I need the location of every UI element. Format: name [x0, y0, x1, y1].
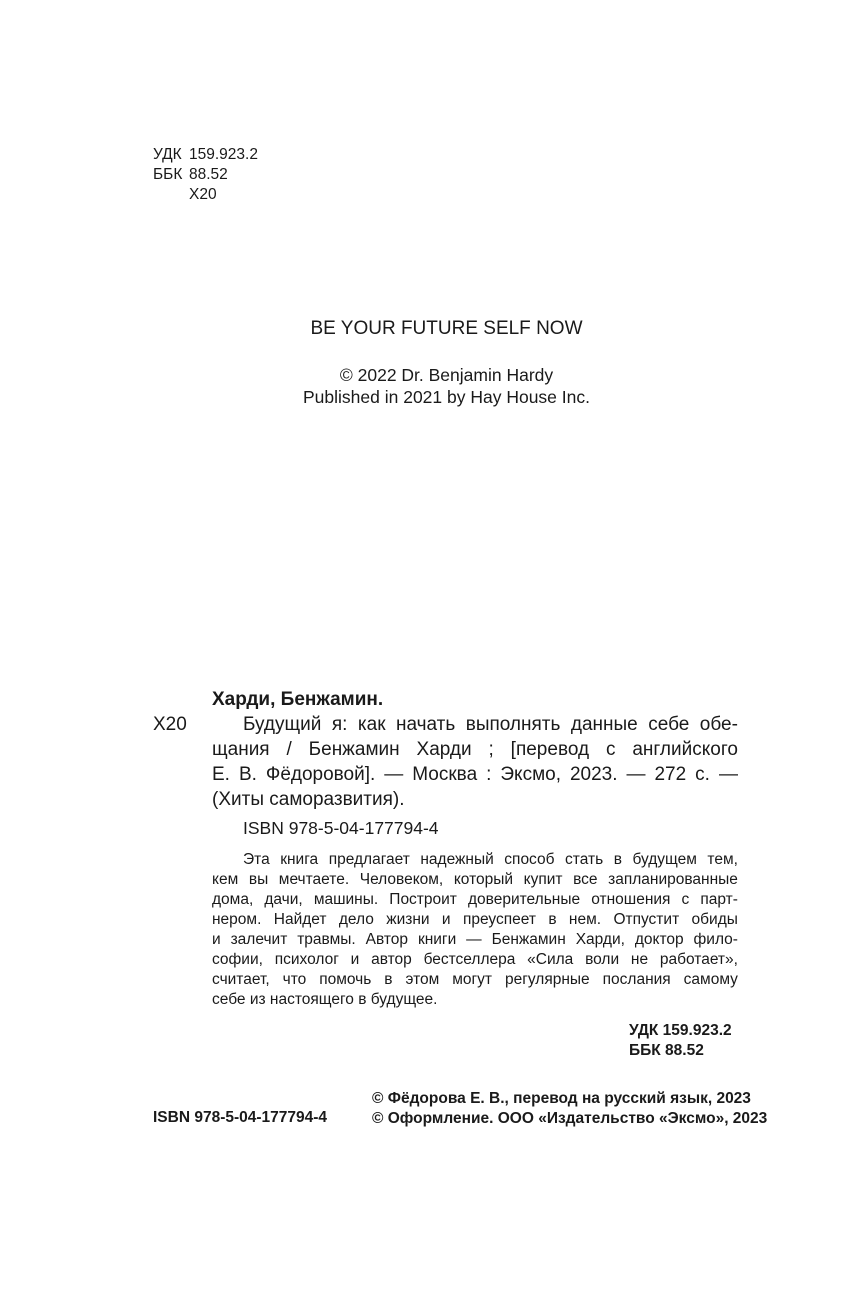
- annotation-line: [212, 890, 738, 910]
- word: доверительные: [468, 891, 581, 908]
- word: софии,: [212, 951, 263, 968]
- word: Фёдоровой].: [265, 764, 376, 785]
- word: Е.: [212, 764, 230, 785]
- word: Харди,: [575, 931, 625, 948]
- word: щания: [212, 739, 270, 760]
- bbk-row: [153, 165, 258, 185]
- word: Эта: [243, 851, 270, 868]
- word: —: [384, 764, 404, 785]
- word: запланированные: [608, 871, 738, 888]
- word: послания: [602, 971, 671, 988]
- word: Построит: [389, 891, 457, 908]
- word: Москва: [412, 764, 478, 785]
- bibliographic-line: [212, 712, 738, 737]
- word: обе-: [699, 714, 738, 735]
- original-copyright: © 2022 Dr. Benjamin Hardy: [339, 365, 554, 385]
- word: (Хиты саморазвития).: [212, 789, 405, 810]
- annotation-line: [212, 910, 738, 930]
- word: который: [453, 871, 514, 888]
- bbk-label: ББК: [153, 166, 183, 183]
- word: с: [681, 891, 690, 908]
- word: фило-: [693, 931, 738, 948]
- word: могут: [452, 971, 493, 988]
- word: Бенжамин: [308, 739, 400, 760]
- word: мечтаете.: [278, 871, 350, 888]
- word: —: [718, 764, 738, 785]
- word: обиды: [691, 911, 738, 928]
- bibliographic-description: [212, 712, 738, 812]
- annotation-line: [212, 850, 738, 870]
- word: /: [286, 739, 292, 760]
- udk-value: 159.923.2: [189, 146, 258, 163]
- word: нем.: [568, 911, 602, 928]
- word: книга: [280, 851, 319, 868]
- bibliographic-line: [212, 787, 738, 812]
- word: работает»,: [659, 951, 738, 968]
- udk-bottom: УДК 159.923.2: [629, 1022, 732, 1039]
- word: Будущий: [243, 714, 322, 735]
- word: преуспеет: [462, 911, 536, 928]
- word: воли: [585, 951, 620, 968]
- word: [перевод: [510, 739, 590, 760]
- author-mark: Х20: [153, 714, 187, 735]
- word: Найдет: [273, 911, 327, 928]
- word: Отпустит: [613, 911, 680, 928]
- word: В.: [238, 764, 257, 785]
- word: стать: [565, 851, 604, 868]
- word: вы: [248, 871, 269, 888]
- classification-codes-top: [153, 145, 258, 205]
- word: Бенжамин: [491, 931, 566, 948]
- word: —: [626, 764, 646, 785]
- bibliographic-line: [212, 762, 738, 787]
- word: машины.: [313, 891, 379, 908]
- word: Человеком,: [359, 871, 444, 888]
- word: и: [441, 911, 451, 928]
- word: Харди: [416, 739, 472, 760]
- annotation-line: [212, 970, 738, 990]
- word: залечит: [230, 931, 288, 948]
- word: парт-: [700, 891, 738, 908]
- word: этом: [405, 971, 440, 988]
- design-copyright: © Оформление. ООО «Издательство «Эксмо», 2023: [372, 1110, 768, 1127]
- word: купит: [523, 871, 563, 888]
- word: 2023.: [569, 764, 618, 785]
- word: книги: [417, 931, 457, 948]
- translation-copyright: © Фёдорова Е. В., перевод на русский язык, 2023: [372, 1090, 751, 1107]
- original-title: BE YOUR FUTURE SELF NOW: [310, 318, 583, 339]
- annotation: [212, 850, 738, 1010]
- bbk-bottom: ББК 88.52: [629, 1042, 704, 1059]
- annotation-line: [212, 930, 738, 950]
- bbk-value: 88.52: [189, 166, 228, 183]
- word: начать: [395, 714, 456, 735]
- annotation-line: [212, 870, 738, 890]
- word: Автор: [365, 931, 409, 948]
- word: выполнять: [465, 714, 561, 735]
- word: данные: [570, 714, 638, 735]
- original-copyright-block: [0, 364, 845, 408]
- word: дома,: [212, 891, 254, 908]
- word: дело: [338, 911, 374, 928]
- word: предлагает: [328, 851, 410, 868]
- word: 272: [654, 764, 687, 785]
- word: помочь: [319, 971, 372, 988]
- bibliographic-line: [212, 737, 738, 762]
- udk-label: УДК: [153, 146, 182, 163]
- word: регулярные: [505, 971, 590, 988]
- annotation-line: [212, 990, 738, 1010]
- word: доктор: [634, 931, 684, 948]
- word: самому: [683, 971, 738, 988]
- word: надежный: [420, 851, 494, 868]
- word: в: [548, 911, 557, 928]
- word: в: [613, 851, 622, 868]
- word: способ: [504, 851, 555, 868]
- word: что: [282, 971, 307, 988]
- word: все: [573, 871, 598, 888]
- original-publisher: Published in 2021 by Hay House Inc.: [303, 387, 590, 407]
- word: «Сила: [527, 951, 574, 968]
- word: :: [486, 764, 492, 785]
- isbn-bibliographic: ISBN 978-5-04-177794-4: [243, 818, 439, 838]
- word: себе: [648, 714, 690, 735]
- author-mark-top: Х20: [189, 186, 217, 203]
- word: автор: [371, 951, 412, 968]
- word: и: [350, 951, 360, 968]
- word: психолог: [274, 951, 339, 968]
- word: себе из настоящего в будущее.: [212, 991, 438, 1008]
- word: —: [466, 931, 482, 948]
- word: кем: [212, 871, 239, 888]
- word: нером.: [212, 911, 262, 928]
- word: с: [605, 739, 616, 760]
- annotation-line: [212, 950, 738, 970]
- imprint-copyrights: [372, 1089, 767, 1129]
- word: дачи,: [264, 891, 303, 908]
- word: не: [630, 951, 649, 968]
- word: Эксмо,: [500, 764, 561, 785]
- word: тем,: [707, 851, 738, 868]
- word: и: [212, 931, 221, 948]
- author-heading: Харди, Бенжамин.: [212, 689, 384, 710]
- word: травмы.: [297, 931, 356, 948]
- classification-codes-bottom: [629, 1021, 732, 1061]
- word: как: [357, 714, 386, 735]
- word: в: [384, 971, 393, 988]
- word: ;: [488, 739, 494, 760]
- word: отношения: [591, 891, 671, 908]
- word: жизни: [386, 911, 430, 928]
- word: английского: [632, 739, 738, 760]
- word: с.: [695, 764, 710, 785]
- udk-row: [153, 145, 258, 165]
- word: считает,: [212, 971, 270, 988]
- word: будущем: [632, 851, 697, 868]
- word: я:: [331, 714, 348, 735]
- word: бестселлера: [423, 951, 516, 968]
- isbn-imprint: ISBN 978-5-04-177794-4: [153, 1109, 328, 1126]
